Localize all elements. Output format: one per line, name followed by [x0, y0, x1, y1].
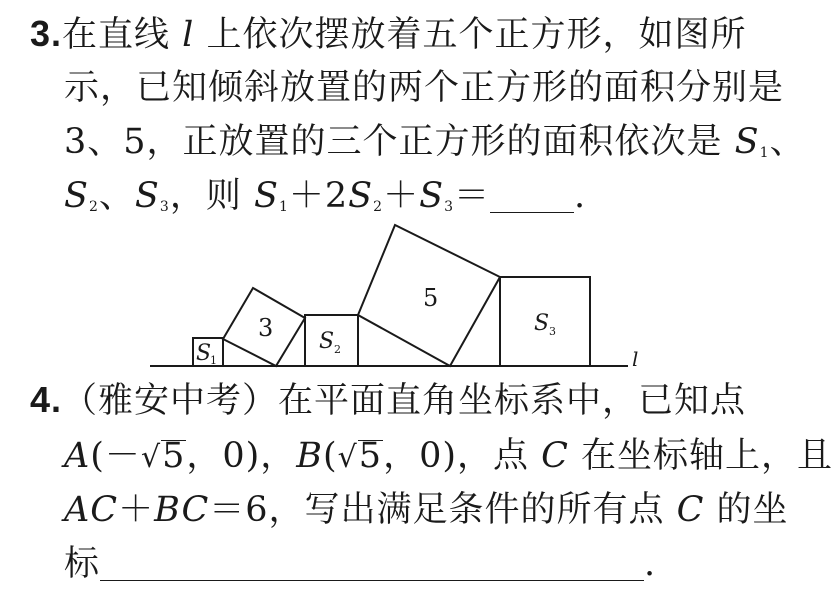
- paren: (－: [90, 436, 141, 476]
- q3-text: 示，已知倾斜放置的两个正方形的面积分别是: [64, 68, 785, 108]
- radicand: 5: [162, 436, 186, 476]
- sub-2: 2: [373, 199, 384, 215]
- sqrt-5: [141, 436, 186, 478]
- label-s3-sub: 3: [549, 325, 556, 338]
- radical-sign: √: [337, 440, 358, 475]
- q4-text: ＝6，写出满足条件的所有点: [209, 490, 677, 530]
- expr-equals: ＝: [453, 176, 490, 216]
- q3-text: 3、5，正放置的三个正方形的面积依次是: [64, 122, 735, 162]
- segment-ac: AC: [64, 490, 119, 530]
- q3-text: 在直线: [62, 15, 183, 55]
- point-c: C: [541, 436, 569, 476]
- period: .: [644, 544, 657, 584]
- q4-line-4: [64, 544, 656, 584]
- sub-3: 3: [444, 199, 454, 215]
- label-line-l: l: [632, 347, 639, 371]
- label-s1-sub: 1: [210, 354, 217, 367]
- label-s2-sub: 2: [334, 343, 341, 356]
- q3-line-1: [30, 14, 747, 55]
- sub-1: 1: [278, 199, 289, 215]
- answer-blank-q4[interactable]: [100, 554, 644, 581]
- plus-sign: ＋: [118, 490, 155, 530]
- radicand: 5: [358, 436, 383, 476]
- q3-text: ，则: [169, 176, 254, 216]
- q4-text: 在坐标轴上，且: [568, 436, 833, 476]
- sub-1: 1: [759, 145, 770, 161]
- q4-text: ，0)，点: [383, 436, 542, 476]
- q4-line-3: [64, 490, 789, 530]
- paren: (: [323, 436, 338, 476]
- label-s3: S: [534, 311, 550, 336]
- sub-3: 3: [159, 199, 170, 215]
- q3-line-3: [64, 122, 806, 173]
- period: .: [574, 176, 587, 216]
- q4-text: 的坐: [704, 490, 789, 530]
- line-l-var: l: [182, 15, 195, 55]
- q4-line-2: [64, 436, 833, 478]
- q4-text: （雅安中考）在平面直角坐标系中，已知点: [62, 381, 747, 421]
- answer-blank-q3[interactable]: [490, 186, 574, 213]
- q3-text: 上依次摆放着五个正方形，如图所: [194, 15, 747, 55]
- var-s2: S: [64, 176, 89, 216]
- sqrt-5: [338, 436, 383, 478]
- paren: ，0)，: [186, 436, 297, 476]
- q4-number: 4.: [30, 379, 63, 420]
- label-s2: S: [319, 329, 335, 354]
- squares-figure: [140, 220, 650, 370]
- var-s3: S: [134, 176, 160, 216]
- point-a: A: [64, 436, 91, 476]
- expr-plus: ＋: [383, 176, 420, 216]
- radical-sign: √: [140, 440, 162, 475]
- sub-2: 2: [88, 199, 99, 215]
- q4-text: 标: [64, 544, 101, 584]
- expr-plus: ＋2: [288, 176, 349, 216]
- q3-number: 3.: [30, 13, 63, 54]
- expr-s3: S: [419, 176, 445, 216]
- q3-line-2: [64, 68, 784, 108]
- point-b: B: [296, 436, 324, 476]
- label-5: 5: [423, 284, 439, 312]
- segment-bc: BC: [154, 490, 210, 530]
- var-s1: S: [734, 122, 760, 162]
- point-c: C: [676, 490, 705, 530]
- separator: 、: [98, 176, 135, 216]
- q4-line-1: [30, 380, 746, 421]
- expr-s2: S: [348, 176, 374, 216]
- label-3: 3: [258, 314, 274, 342]
- label-s1: S: [196, 341, 212, 366]
- expr-s1: S: [253, 176, 279, 216]
- q3-text: 、: [769, 122, 806, 162]
